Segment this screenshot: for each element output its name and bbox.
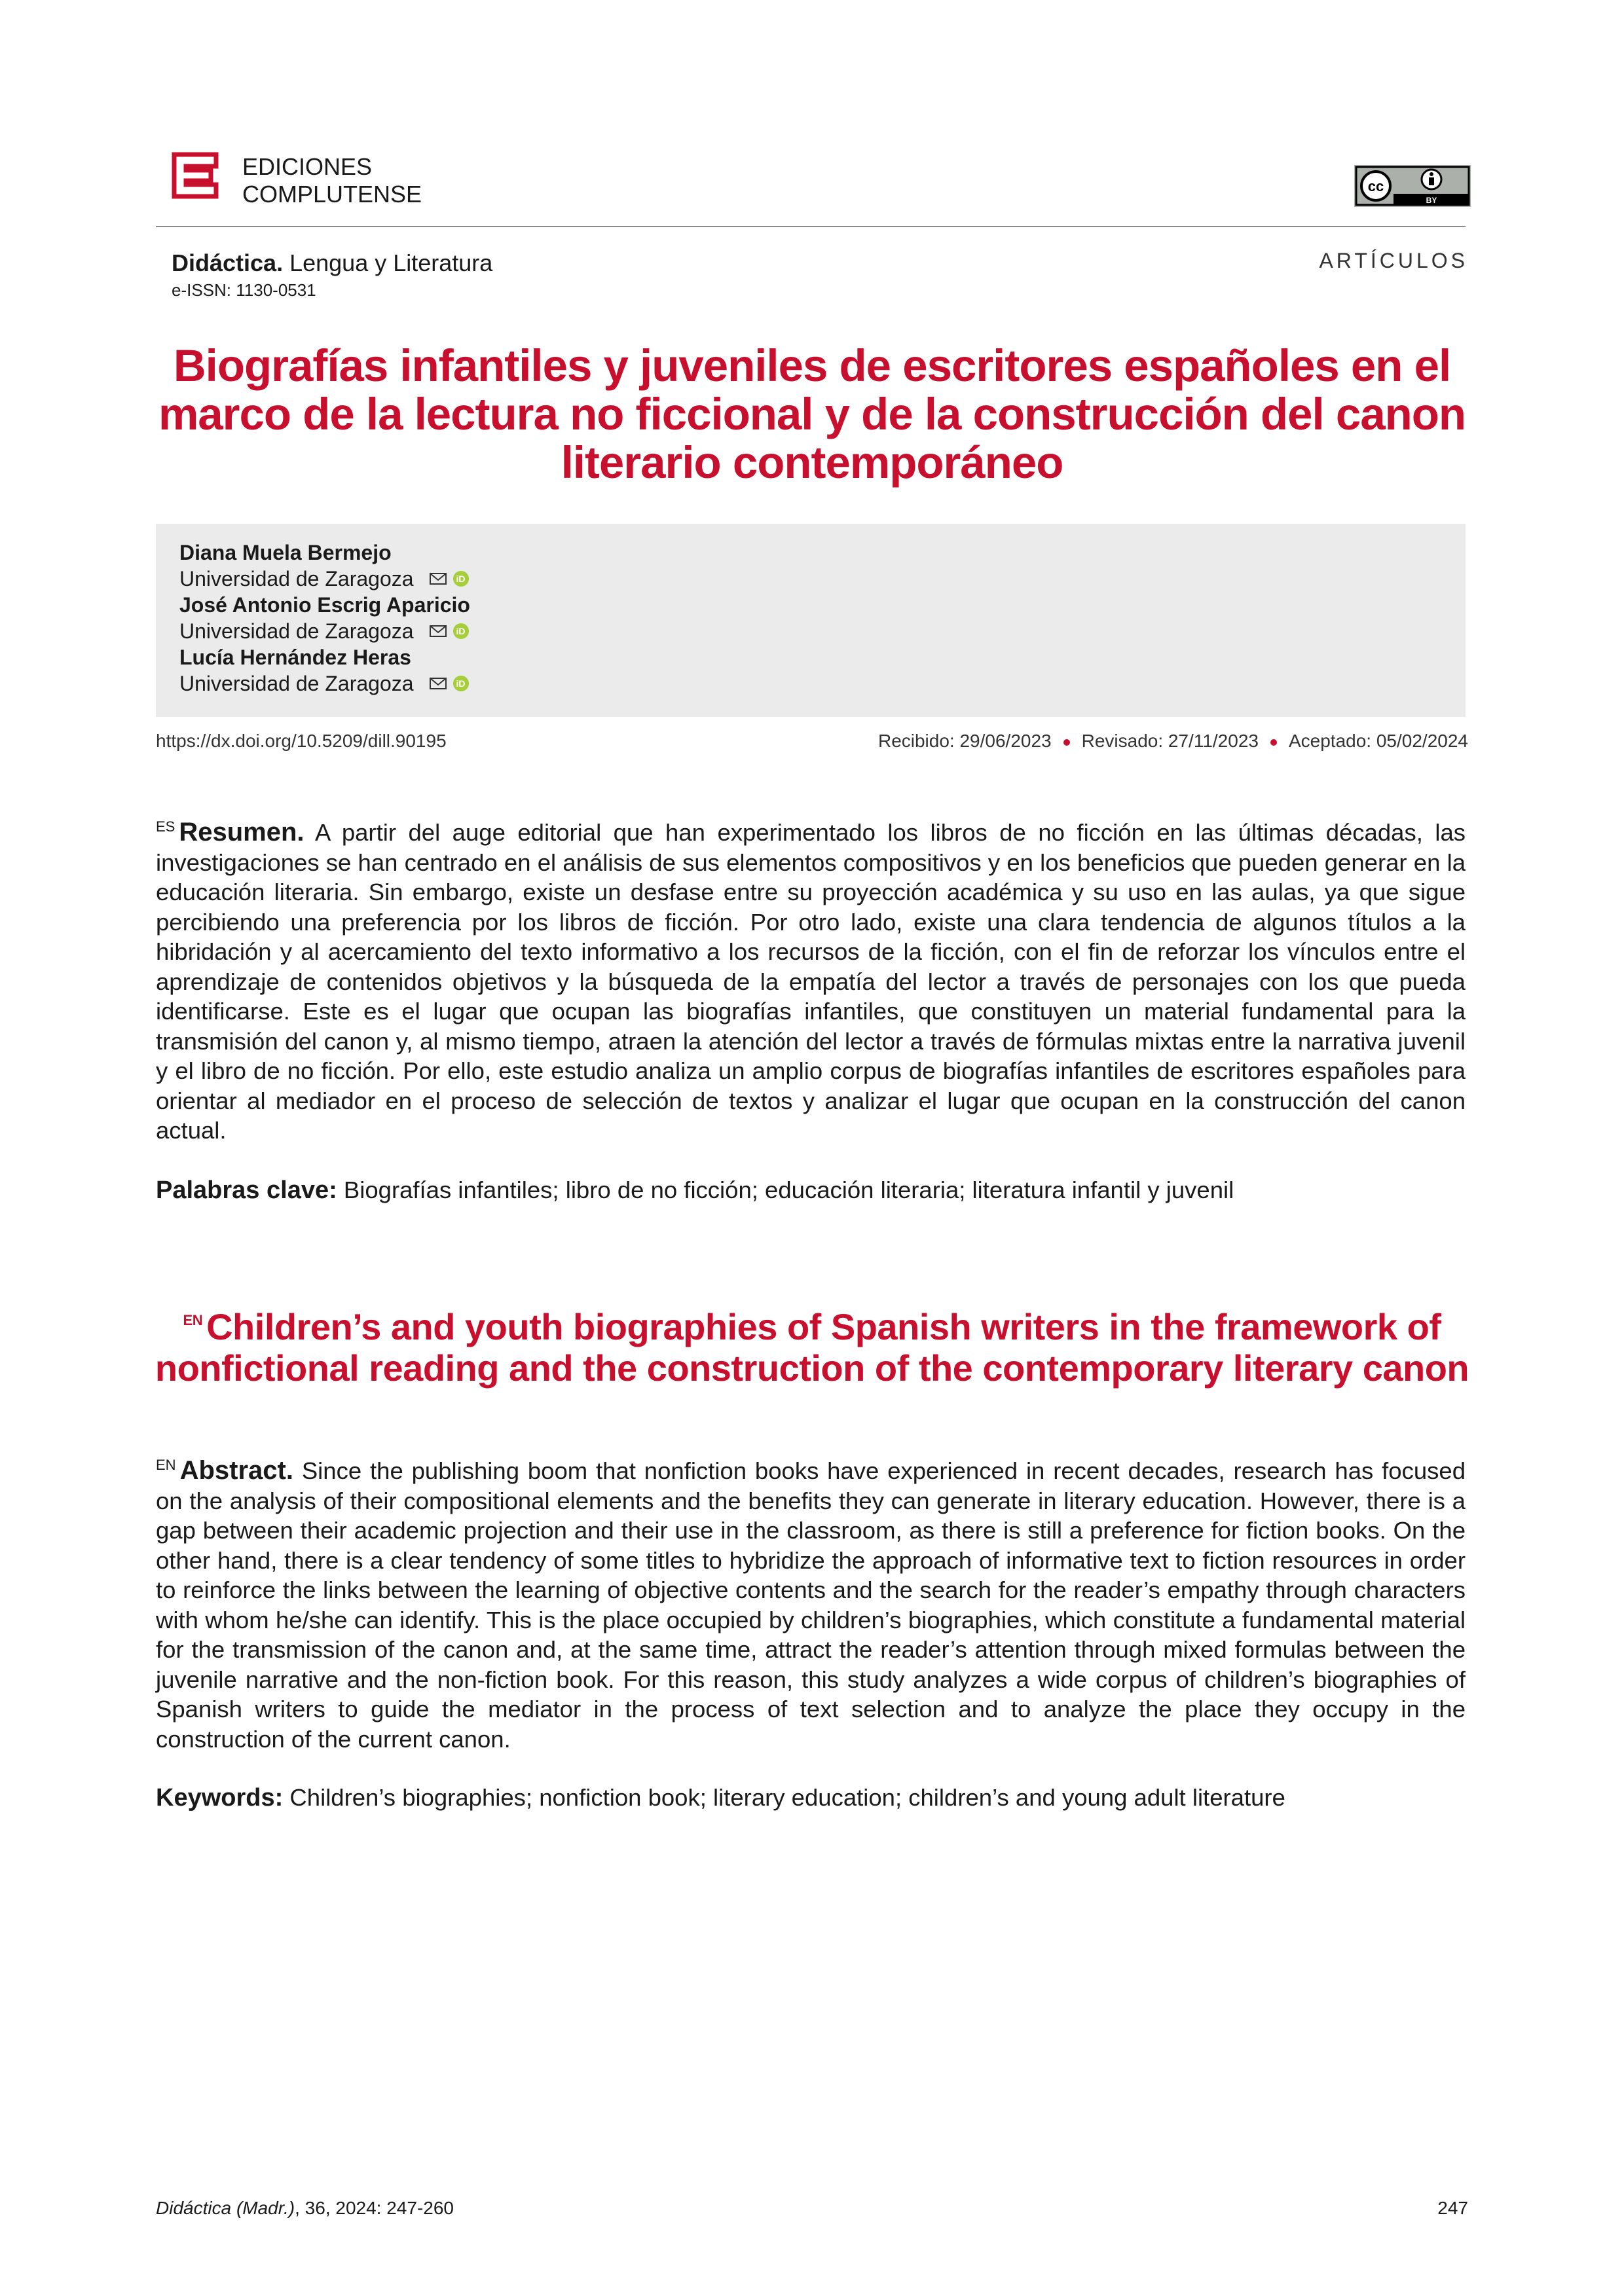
- author-affiliation: Universidad de Zaragoza: [179, 619, 414, 643]
- section-label: ARTÍCULOS: [1319, 249, 1468, 272]
- header-divider: [156, 226, 1466, 227]
- orcid-icon[interactable]: iD: [453, 676, 469, 691]
- journal-name-bold: Didáctica.: [172, 249, 284, 276]
- resumen-label: Resumen.: [179, 818, 304, 847]
- publisher-line-1: EDICIONES: [242, 153, 373, 180]
- doi-link[interactable]: https://dx.doi.org/10.5209/dill.90195: [156, 731, 447, 751]
- page-number: 247: [1437, 2198, 1468, 2218]
- cc-by-icon[interactable]: [1354, 165, 1471, 207]
- received-date: Recibido: 29/06/2023: [877, 731, 1052, 751]
- author-name: Lucía Hernández Heras: [179, 646, 411, 669]
- author-affiliation: Universidad de Zaragoza: [179, 567, 414, 591]
- author-1: [179, 539, 469, 592]
- author-affiliation: Universidad de Zaragoza: [179, 672, 414, 695]
- journal-name-subtitle: Lengua y Literatura: [283, 249, 493, 276]
- resumen-paragraph: [156, 812, 1466, 1146]
- orcid-icon[interactable]: iD: [453, 571, 469, 587]
- issn: e-ISSN: 1130-0531: [172, 280, 316, 300]
- article-title: Biografías infantiles y juveniles de escritores españoles en el marco de la lectura no ficcional y de la construcción del canon literario contemporáneo: [158, 340, 1466, 488]
- author-3: [179, 644, 469, 697]
- footer-citation: [156, 2198, 454, 2219]
- palabras-clave: [156, 1175, 1466, 1206]
- publisher-name: [242, 153, 422, 208]
- keywords: [156, 1783, 1466, 1813]
- author-name: Diana Muela Bermejo: [179, 541, 392, 564]
- palabras-clave-label: Palabras clave:: [156, 1176, 337, 1204]
- email-icon[interactable]: [430, 625, 447, 637]
- footer-journal: Didáctica (Madr.): [156, 2198, 295, 2218]
- english-title: [131, 1300, 1493, 1389]
- language-tag: ES: [156, 818, 175, 835]
- language-tag: EN: [183, 1312, 203, 1328]
- revised-date: Revisado: 27/11/2023: [1081, 731, 1259, 751]
- abstract-label: Abstract.: [179, 1456, 293, 1485]
- ediciones-complutense-logo-icon: [172, 152, 219, 199]
- authors-box: [156, 524, 1466, 717]
- accepted-date: Aceptado: 05/02/2024: [1288, 731, 1468, 751]
- svg-text:cc: cc: [1367, 178, 1384, 194]
- publication-dates: [878, 731, 1468, 752]
- email-icon[interactable]: [430, 678, 447, 689]
- keywords-label: Keywords:: [156, 1784, 284, 1812]
- resumen-text: A partir del auge editorial que han experimentado los libros de no ficción en las últimas décadas, las investigaciones se han centrado en el análisis de sus elementos compositivos y en los beneficios que pueden generar en la educación literaria. Sin embargo, existe un desfase entre su proyección académica y su uso en las aulas, ya que sigue percibiendo una preferencia por los libros de ficción. Por otro lado, existe una clara tendencia de algunos títulos a la hibridación y al acercamiento del texto informativo a los recursos de la ficción, con el fin de reforzar los vínculos entre el aprendizaje de contenidos objetivos y la búsqueda de la empatía del lector a través de personajes con los que pueda identificarse. Este es el lugar que ocupan las biografías infantiles, que constituyen un material fundamental para la transmisión del canon y, al mismo tiempo, atraen la atención del lector a través de fórmulas mixtas entre la narrativa juvenil y el libro de no ficción. Por ello, este estudio analiza un amplio corpus de biografías infantiles de escritores españoles para orientar al mediador en el proceso de selección de textos y analizar el lugar que ocupan en la construcción del canon actual.: [156, 819, 1466, 1144]
- separator-dot: [1063, 739, 1070, 746]
- author-2: [179, 592, 470, 644]
- journal-name: [172, 249, 492, 278]
- orcid-icon[interactable]: iD: [453, 623, 469, 639]
- email-icon[interactable]: [430, 573, 447, 585]
- abstract-paragraph: [156, 1450, 1466, 1754]
- svg-text:BY: BY: [1426, 196, 1437, 205]
- author-name: José Antonio Escrig Aparicio: [179, 593, 470, 617]
- publisher-line-2: COMPLUTENSE: [242, 181, 422, 208]
- language-tag: EN: [156, 1457, 176, 1473]
- english-title-text: Children’s and youth biographies of Spanish writers in the framework of nonfictional reading and the construction of the contemporary literary canon: [155, 1306, 1469, 1389]
- abstract-text: Since the publishing boom that nonfiction books have experienced in recent decades, research has focused on the analysis of their compositional elements and the benefits they can generate in literary education. However, there is a gap between their academic projection and their use in the classroom, as there is still a preference for fiction books. On the other hand, there is a clear tendency of some titles to hybridize the approach of informative text to fiction resources in order to reinforce the links between the learning of objective contents and the search for the reader’s empathy through characters with whom he/she can identify. This is the place occupied by children’s biographies, which constitute a fundamental material for the transmission of the canon and, at the same time, attract the reader’s attention through mixed formulas between the juvenile narrative and the non-fiction book. For this reason, this study analyzes a wide corpus of children’s biographies of Spanish writers to guide the mediator in the process of text selection and to analyze the place they occupy in the construction of the current canon.: [156, 1457, 1466, 1753]
- keywords-text: Children’s biographies; nonfiction book; literary education; children’s and young adult literature: [283, 1784, 1285, 1811]
- footer-volume-pages: , 36, 2024: 247-260: [295, 2198, 454, 2218]
- palabras-clave-text: Biografías infantiles; libro de no ficción; educación literaria; literatura infantil y juvenil: [337, 1176, 1234, 1203]
- separator-dot: [1270, 739, 1277, 746]
